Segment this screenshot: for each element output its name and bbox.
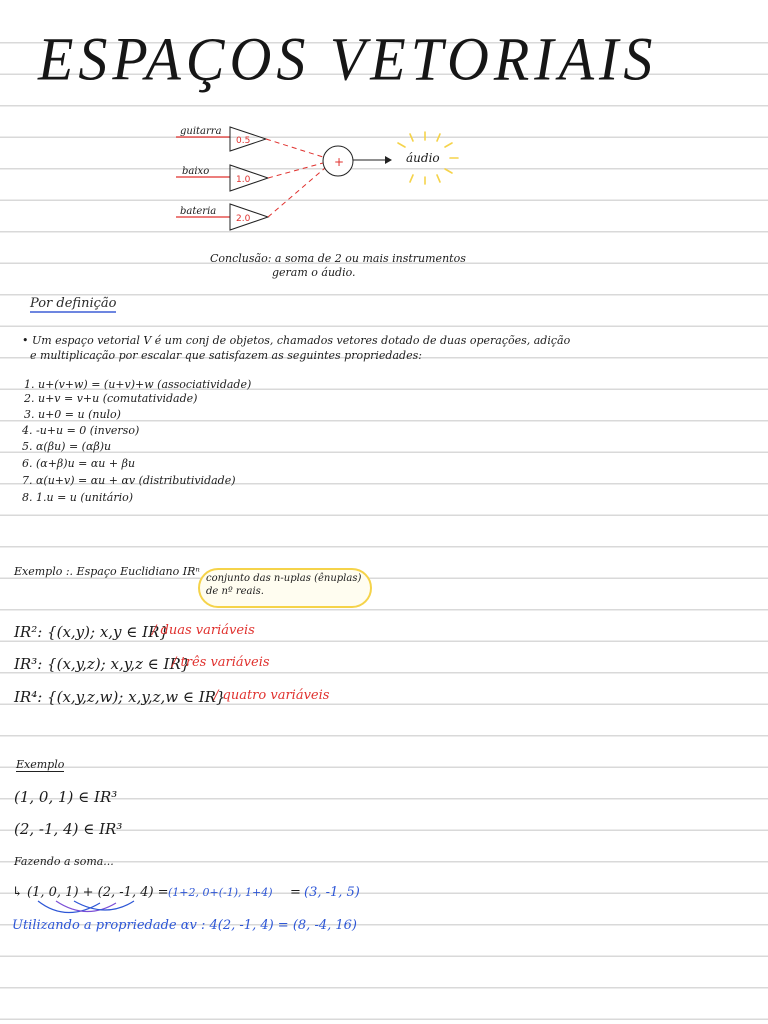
guitar-connector	[266, 139, 323, 157]
sum-symbol: +	[334, 155, 345, 169]
definition-intro-1: • Um espaço vetorial V é um conj de objetos, chamados vetores dotado de duas operações, adição	[22, 334, 571, 347]
vector-2: (2, -1, 4) ∈ IR³	[14, 820, 123, 838]
property-3: 3. u+0 = u (nulo)	[24, 408, 121, 421]
example2-heading	[16, 758, 64, 771]
property-7: 7. α(u+v) = αu + αv (distributividade)	[22, 474, 236, 487]
sum-result: (3, -1, 5)	[304, 885, 360, 900]
definition-heading	[30, 296, 116, 311]
drums-label: bateria	[180, 206, 217, 217]
sum-expression: ↳ (1, 0, 1) + (2, -1, 4) =	[12, 885, 169, 900]
property-8: 8. 1.u = u (unitário)	[22, 491, 134, 504]
example2-heading-text: Exemplo	[16, 758, 65, 771]
property-2: 2. u+v = v+u (comutatividade)	[24, 392, 198, 405]
arrow-head-icon	[385, 156, 392, 164]
drums-gain-value: 2.0	[236, 214, 251, 224]
sum-componentwise: (1+2, 0+(-1), 1+4)	[168, 886, 273, 899]
guitar-label: guitarra	[180, 126, 222, 137]
r3-note: / três variáveis	[172, 655, 270, 670]
drums-connector	[268, 168, 325, 217]
doing-sum-text: Fazendo a soma...	[14, 855, 114, 868]
audio-output-label: áudio	[406, 151, 440, 165]
r4-set: IR⁴: {(x,y,z,w); x,y,z,w ∈ IR}	[14, 688, 226, 706]
r3-set: IR³: {(x,y,z); x,y,z ∈ IR}	[14, 655, 191, 673]
property-1: 1. u+(v+w) = (u+v)+w (associatividade)	[24, 378, 252, 391]
cloud-line-1: conjunto das n-uplas (ênuplas)	[206, 573, 362, 584]
scalar-property-line: Utilizando a propriedade αv : 4(2, -1, 4) = (8, -4, 16)	[12, 918, 357, 933]
property-5: 5. α(βu) = (αβ)u	[22, 440, 112, 453]
conclusion-line-2: geram o áudio.	[272, 266, 356, 279]
r2-note: / duas variáveis	[152, 623, 255, 638]
vector-1: (1, 0, 1) ∈ IR³	[14, 788, 118, 806]
sum-equals: =	[290, 885, 301, 900]
euclidean-example-label: Exemplo :. Espaço Euclidiano IRⁿ	[14, 565, 200, 578]
bass-connector	[268, 163, 323, 178]
property-4: 4. -u+u = 0 (inverso)	[22, 424, 140, 437]
bass-gain-value: 1.0	[236, 175, 251, 185]
conclusion-line-1: Conclusão: a soma de 2 ou mais instrumentos	[210, 252, 466, 265]
guitar-gain-value: 0.5	[236, 136, 251, 146]
pairing-arc-1	[38, 901, 100, 913]
definition-intro-2: e multiplicação por escalar que satisfazem as seguintes propriedades:	[30, 349, 422, 362]
definition-heading-text: Por definição	[30, 296, 117, 311]
r2-set: IR²: {(x,y); x,y ∈ IR}	[14, 623, 169, 641]
page-title: ESPAÇOS VETORIAIS	[38, 25, 658, 94]
cloud-line-2: de nº reais.	[206, 586, 264, 597]
audio-mixing-diagram	[0, 110, 768, 250]
property-6: 6. (α+β)u = αu + βu	[22, 457, 136, 470]
bass-label: baixo	[182, 166, 210, 177]
r4-note: / quatro variáveis	[214, 688, 330, 703]
